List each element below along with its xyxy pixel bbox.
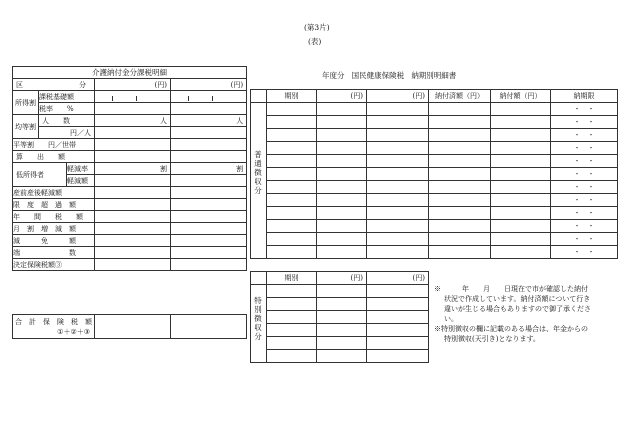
insurance-name: 国民健康保険税 [351,71,405,80]
regular-value-cell[interactable] [267,142,317,155]
cell-annual-tax-1[interactable] [95,211,171,223]
col-bun: 分 [79,80,86,89]
regular-value-cell[interactable] [429,155,491,168]
regular-value-cell[interactable] [367,246,429,259]
regular-value-cell[interactable] [491,116,551,129]
regular-value-cell[interactable] [267,181,317,194]
deadline-dots: ・ ・ [573,235,595,243]
special-row [251,311,429,324]
col-unit-1: (円) [95,79,171,91]
deadline-cell[interactable] [551,194,618,207]
regular-value-cell[interactable] [429,103,491,116]
regular-value-cell[interactable] [491,155,551,168]
special-value-cell[interactable] [267,311,317,324]
col-ku: 区 [16,80,23,89]
cell-household-2[interactable] [171,139,247,151]
special-collection-side-label: 特別徴収分 [254,296,262,341]
special-value-cell[interactable] [317,311,367,324]
sp-header-period: 期別 [267,272,317,285]
row-calc: 算 出 額 [13,151,95,163]
regular-value-cell[interactable] [429,142,491,155]
unit-wari-1: 割 [160,164,167,173]
regular-value-cell[interactable] [367,233,429,246]
deadline-cell[interactable] [551,181,618,194]
regular-value-cell[interactable] [267,233,317,246]
regular-row [251,246,618,259]
cell-total-2[interactable] [171,315,247,339]
cell-calc-2[interactable] [171,151,247,163]
special-value-cell[interactable] [267,285,317,298]
regular-value-cell[interactable] [491,233,551,246]
deadline-cell[interactable] [551,220,618,233]
regular-row [251,220,618,233]
cell-final-tax-1[interactable] [95,259,171,271]
cell-monthly-change-1[interactable] [95,223,171,235]
digit-tick [212,96,213,101]
deadline-dots: ・ ・ [573,144,595,152]
sp-header-yen-1: (円) [317,272,367,285]
cell-monthly-change-2[interactable] [171,223,247,235]
corner-cell [251,272,267,285]
sp-header-yen-2: (円) [367,272,429,285]
special-value-cell[interactable] [367,350,429,363]
regular-value-cell[interactable] [267,103,317,116]
deadline-cell[interactable] [551,233,618,246]
special-value-cell[interactable] [317,337,367,350]
row-persons: 人 数 [39,115,95,127]
deadline-cell[interactable] [551,116,618,129]
cell-rounding-1[interactable] [95,247,171,259]
regular-value-cell[interactable] [429,233,491,246]
special-value-cell[interactable] [367,311,429,324]
note1-line2: 状況で作成しています。納付済額について行き [444,295,591,303]
regular-value-cell[interactable] [367,116,429,129]
right-title [322,72,456,80]
special-row [251,324,429,337]
regular-value-cell[interactable] [317,181,367,194]
regular-value-cell[interactable] [429,207,491,220]
regular-value-cell[interactable] [367,220,429,233]
col-header-category [13,79,95,91]
regular-value-cell[interactable] [491,103,551,116]
cell-maternity-1[interactable] [95,187,171,199]
regular-value-cell[interactable] [267,194,317,207]
special-value-cell[interactable] [267,350,317,363]
special-value-cell[interactable] [317,298,367,311]
cell-limit-excess-2[interactable] [171,199,247,211]
digit-tick [112,96,113,101]
deadline-dots: ・ ・ [573,196,595,204]
special-value-cell[interactable] [317,324,367,337]
special-value-cell[interactable] [317,285,367,298]
special-value-cell[interactable] [267,324,317,337]
regular-value-cell[interactable] [367,142,429,155]
header-period: 期別 [267,90,317,103]
row-exemption: 減 免 額 [13,235,95,247]
regular-value-cell[interactable] [317,116,367,129]
regular-value-cell[interactable] [267,246,317,259]
row-reduction-rate: 軽減率 [67,163,95,175]
deadline-dots: ・ ・ [573,105,595,113]
special-row [251,285,429,298]
row-monthly-change: 月 割 増 減 額 [13,223,95,235]
cell-reduction-amount-2[interactable] [171,175,247,187]
special-value-cell[interactable] [267,337,317,350]
row-reduction-amount: 軽減額 [67,175,95,187]
special-row [251,350,429,363]
special-value-cell[interactable] [317,350,367,363]
row-annual-tax: 年 間 税 額 [13,211,95,223]
deadline-dots: ・ ・ [573,209,595,217]
deadline-cell[interactable] [551,129,618,142]
group-income: 所得割 [13,91,39,115]
special-value-cell[interactable] [367,298,429,311]
regular-value-cell[interactable] [367,181,429,194]
regular-value-cell[interactable] [367,155,429,168]
left-table-title: 介護納付金分課税明細 [13,67,247,79]
note2-line1: ※特別徴収の欄に記載のある場合は、年金からの [434,325,588,333]
deadline-cell[interactable] [551,207,618,220]
regular-value-cell[interactable] [367,103,429,116]
regular-value-cell[interactable] [267,155,317,168]
cell-limit-excess-1[interactable] [95,199,171,211]
deadline-cell[interactable] [551,142,618,155]
regular-value-cell[interactable] [367,194,429,207]
row-final-tax: 決定保険税額③ [13,259,95,271]
special-value-cell[interactable] [267,298,317,311]
total-tax-label [13,315,95,339]
regular-row [251,207,618,220]
cell-income-base-1[interactable] [95,91,171,103]
regular-value-cell[interactable] [267,129,317,142]
regular-value-cell[interactable] [317,220,367,233]
sheet-number: (第3片) [304,23,330,32]
total-label-line1: 合 計 保 険 税 額 [15,317,92,326]
total-tax-box [12,314,247,339]
regular-row [251,181,618,194]
regular-value-cell[interactable] [367,207,429,220]
digit-tick [188,96,189,101]
header-yen-2: (円) [367,90,429,103]
regular-value-cell[interactable] [367,129,429,142]
deadline-dots: ・ ・ [573,170,595,178]
regular-value-cell[interactable] [317,103,367,116]
corner-cell [251,90,267,103]
deadline-cell[interactable] [551,103,618,116]
regular-value-cell[interactable] [429,181,491,194]
note1-line4: い。 [444,315,458,323]
regular-value-cell[interactable] [491,181,551,194]
regular-value-cell[interactable] [267,168,317,181]
regular-value-cell[interactable] [429,220,491,233]
regular-value-cell[interactable] [491,142,551,155]
row-household: 平等割 円／世帯 [13,139,95,151]
side-label: (表) [308,37,322,46]
special-value-cell[interactable] [367,285,429,298]
row-tax-rate: 税率 % [39,103,95,115]
note2-line2: 特別徴収(天引き)となります。 [444,335,540,343]
regular-value-cell[interactable] [317,129,367,142]
cell-exemption-1[interactable] [95,235,171,247]
regular-value-cell[interactable] [267,116,317,129]
regular-value-cell[interactable] [429,129,491,142]
regular-value-cell[interactable] [367,168,429,181]
deadline-cell[interactable] [551,246,618,259]
cell-reduction-rate-2[interactable] [171,163,247,175]
special-row [251,298,429,311]
cell-persons-1[interactable] [95,115,171,127]
cell-tax-rate-1[interactable] [95,103,171,115]
unit-persons-2: 人 [236,116,244,125]
row-income-base: 課税基礎額 [39,91,95,103]
cell-per-person-2[interactable] [171,127,247,139]
regular-row [251,155,618,168]
regular-row [251,233,618,246]
regular-value-cell[interactable] [267,207,317,220]
regular-row [251,103,618,116]
regular-value-cell[interactable] [317,246,367,259]
cell-per-person-1[interactable] [95,127,171,139]
row-rounding: 端 数 [13,247,95,259]
header-yen-1: (円) [317,90,367,103]
cell-reduction-rate-1[interactable] [95,163,171,175]
row-per-person: 円／人 [39,127,95,139]
group-capita: 均等割 [13,115,39,139]
cell-total-1[interactable] [95,315,171,339]
regular-value-cell[interactable] [429,246,491,259]
deadline-dots: ・ ・ [573,131,595,139]
header-deadline: 納期限 [551,90,618,103]
cell-income-base-2[interactable] [171,91,247,103]
group-low-income: 低所得者 [13,163,67,187]
regular-value-cell[interactable] [317,168,367,181]
row-limit-excess: 限 度 超 過 額 [13,199,95,211]
cell-tax-rate-2[interactable] [171,103,247,115]
cell-calc-1[interactable] [95,151,171,163]
special-row [251,337,429,350]
deadline-dots: ・ ・ [573,118,595,126]
deadline-dots: ・ ・ [573,222,595,230]
cell-exemption-2[interactable] [171,235,247,247]
regular-value-cell[interactable] [317,142,367,155]
regular-value-cell[interactable] [491,246,551,259]
deadline-dots: ・ ・ [573,248,595,256]
regular-value-cell[interactable] [491,194,551,207]
cell-persons-2[interactable] [171,115,247,127]
header-due: 納付額（円） [491,90,551,103]
deadline-cell[interactable] [551,168,618,181]
row-maternity: 産前産後軽減額 [13,187,95,199]
unit-wari-2: 割 [236,164,244,173]
regular-collection-side-label: 普通徴収分 [254,150,262,195]
regular-value-cell[interactable] [317,207,367,220]
detail-label: 納期別明細書 [411,71,457,80]
regular-row [251,116,618,129]
regular-row [251,168,618,181]
cell-reduction-amount-1[interactable] [95,175,171,187]
regular-value-cell[interactable] [317,155,367,168]
regular-value-cell[interactable] [317,194,367,207]
regular-value-cell[interactable] [317,233,367,246]
deadline-cell[interactable] [551,155,618,168]
special-value-cell[interactable] [367,337,429,350]
total-label-line2: ①＋②＋③ [57,327,90,336]
regular-value-cell[interactable] [491,129,551,142]
cell-final-tax-2[interactable] [171,259,247,271]
cell-annual-tax-2[interactable] [171,211,247,223]
cell-rounding-2[interactable] [171,247,247,259]
special-value-cell[interactable] [367,324,429,337]
note1-line1: ※ 年 月 日現在で市が確認した納付 [434,285,588,293]
regular-value-cell[interactable] [491,168,551,181]
regular-value-cell[interactable] [429,194,491,207]
regular-value-cell[interactable] [491,220,551,233]
regular-value-cell[interactable] [491,207,551,220]
fiscal-year-label: 年度分 [322,71,345,80]
header-paid: 納付済額（円） [429,90,491,103]
regular-value-cell[interactable] [429,168,491,181]
note1-line3: 違いが生じる場合もありますので御了承くださ [444,305,591,313]
notes [434,284,591,344]
cell-household-1[interactable] [95,139,171,151]
regular-value-cell[interactable] [429,116,491,129]
regular-value-cell[interactable] [267,220,317,233]
col-unit-2: (円) [171,79,247,91]
deadline-dots: ・ ・ [573,183,595,191]
regular-collection-table [250,89,618,259]
regular-row [251,194,618,207]
regular-row [251,129,618,142]
deadline-dots: ・ ・ [573,157,595,165]
digit-tick [136,96,137,101]
special-collection-table [250,271,429,363]
regular-row [251,142,618,155]
unit-persons-1: 人 [160,116,167,125]
cell-maternity-2[interactable] [171,187,247,199]
